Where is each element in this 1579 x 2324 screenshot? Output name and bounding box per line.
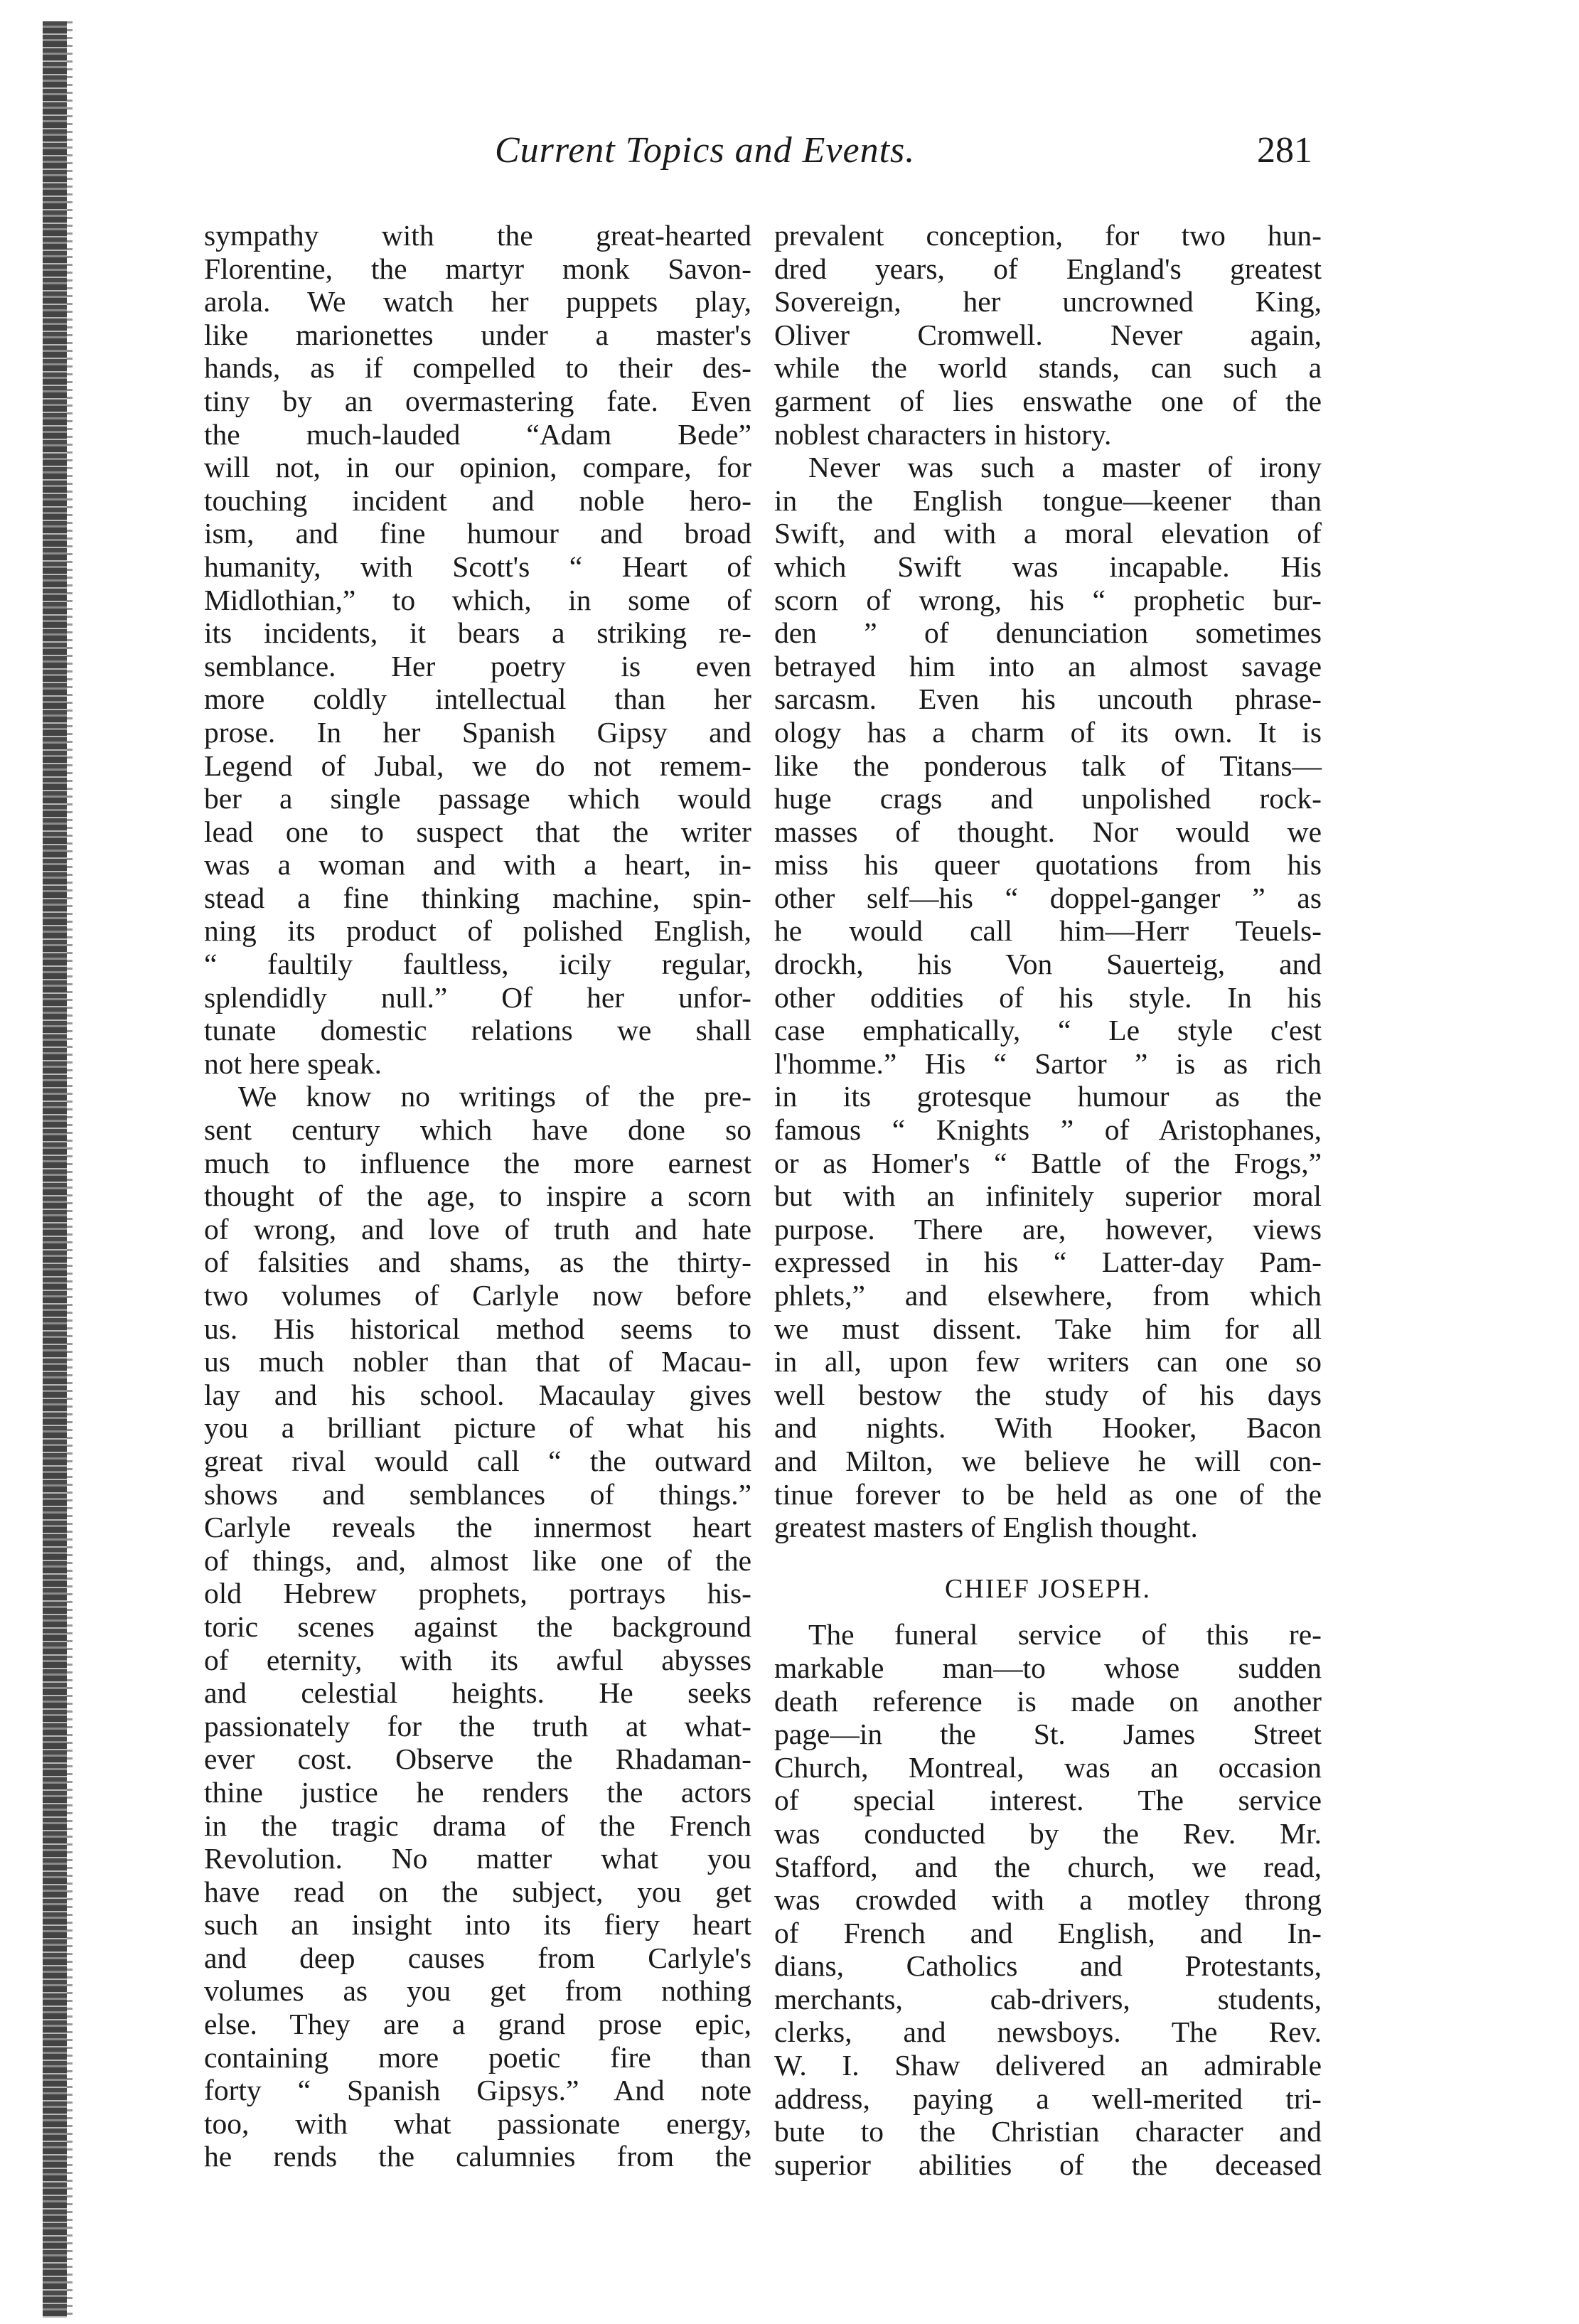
text-line: masses of thought. Nor would we bbox=[774, 815, 1322, 848]
text-line: hands, as if compelled to their des- bbox=[204, 351, 751, 385]
text-line: lay and his school. Macaulay gives bbox=[204, 1378, 751, 1411]
text-line: too, with what passionate energy, bbox=[204, 2106, 751, 2140]
text-line: and celestial heights. He seeks bbox=[204, 1676, 751, 1710]
text-line: prevalent conception, for two hun- bbox=[774, 219, 1322, 252]
text-line: Sovereign, her uncrowned King, bbox=[774, 285, 1322, 318]
text-line: clerks, and newsboys. The Rev. bbox=[774, 2015, 1322, 2049]
text-line: garment of lies enswathe one of the bbox=[774, 384, 1322, 417]
text-line: toric scenes against the background bbox=[204, 1610, 751, 1643]
text-line: Revolution. No matter what you bbox=[204, 1842, 751, 1875]
text-line: l'homme.” His “ Sartor ” is as rich bbox=[774, 1046, 1322, 1080]
text-line: passionately for the truth at what- bbox=[204, 1709, 751, 1742]
text-line: in all, upon few writers can one so bbox=[774, 1345, 1322, 1378]
text-line: he rends the calumnies from the bbox=[204, 2140, 751, 2173]
text-line: of wrong, and love of truth and hate bbox=[204, 1212, 751, 1246]
text-line: you a brilliant picture of what his bbox=[204, 1411, 751, 1445]
text-line: sarcasm. Even his uncouth phrase- bbox=[774, 682, 1322, 716]
text-line: and Milton, we believe he will con- bbox=[774, 1444, 1322, 1477]
text-line: Never was such a master of irony bbox=[808, 451, 1322, 484]
text-line: of French and English, and In- bbox=[774, 1916, 1322, 1949]
text-line: drockh, his Von Sauerteig, and bbox=[774, 948, 1322, 981]
text-line: thought of the age, to inspire a scorn bbox=[204, 1179, 751, 1213]
text-line: Oliver Cromwell. Never again, bbox=[774, 318, 1322, 351]
text-line: case emphatically, “ Le style c'est bbox=[774, 1014, 1322, 1047]
text-line: in the English tongue—keener than bbox=[774, 483, 1322, 517]
text-line: death reference is made on another bbox=[774, 1684, 1322, 1718]
text-line: Carlyle reveals the innermost heart bbox=[204, 1511, 751, 1544]
text-line: thine justice he renders the actors bbox=[204, 1775, 751, 1809]
text-line: he would call him—Herr Teuels- bbox=[774, 914, 1322, 948]
text-line: superior abilities of the deceased bbox=[774, 2148, 1322, 2181]
text-line: like the ponderous talk of Titans— bbox=[774, 749, 1322, 782]
text-line: miss his queer quotations from his bbox=[774, 848, 1322, 882]
text-line: containing more poetic fire than bbox=[204, 2040, 751, 2074]
text-line: stead a fine thinking machine, spin- bbox=[204, 881, 751, 914]
text-line: more coldly intellectual than her bbox=[204, 682, 751, 716]
text-line: was a woman and with a heart, in- bbox=[204, 848, 751, 882]
text-line: semblance. Her poetry is even bbox=[204, 649, 751, 682]
text-line: its incidents, it bears a striking re- bbox=[204, 616, 751, 650]
text-line: was crowded with a motley throng bbox=[774, 1883, 1322, 1917]
text-line: else. They are a grand prose epic, bbox=[204, 2008, 751, 2041]
text-line: address, paying a well-merited tri- bbox=[774, 2082, 1322, 2115]
text-line: scorn of wrong, his “ prophetic bur- bbox=[774, 583, 1322, 616]
text-line: not here speak. bbox=[204, 1046, 382, 1080]
text-line: us much nobler than that of Macau- bbox=[204, 1345, 751, 1378]
text-line: noblest characters in history. bbox=[774, 417, 1112, 451]
text-line: have read on the subject, you get bbox=[204, 1875, 751, 1908]
text-line: we must dissent. Take him for all bbox=[774, 1312, 1322, 1345]
text-line: dred years, of England's greatest bbox=[774, 252, 1322, 285]
text-line: the much-lauded “Adam Bede” bbox=[204, 417, 751, 451]
right-column-text-before-heading bbox=[774, 219, 1322, 1544]
text-line: or as Homer's “ Battle of the Frogs,” bbox=[774, 1146, 1322, 1179]
text-line: Stafford, and the church, we read, bbox=[774, 1850, 1322, 1883]
text-line: will not, in our opinion, compare, for bbox=[204, 451, 751, 484]
text-line: tiny by an overmastering fate. Even bbox=[204, 384, 751, 417]
text-line: in its grotesque humour as the bbox=[774, 1080, 1322, 1113]
text-line: ism, and fine humour and broad bbox=[204, 517, 751, 550]
text-line: betrayed him into an almost savage bbox=[774, 649, 1322, 682]
text-line: prose. In her Spanish Gipsy and bbox=[204, 715, 751, 749]
text-line: Swift, and with a moral elevation of bbox=[774, 517, 1322, 550]
text-line: Legend of Jubal, we do not remem- bbox=[204, 749, 751, 782]
text-line: shows and semblances of things.” bbox=[204, 1477, 751, 1511]
text-line: ology has a charm of its own. It is bbox=[774, 715, 1322, 749]
text-line: like marionettes under a master's bbox=[204, 318, 751, 351]
text-line: sympathy with the great-hearted bbox=[204, 219, 751, 252]
text-line: forty “ Spanish Gipsys.” And note bbox=[204, 2074, 751, 2107]
section-heading: CHIEF JOSEPH. bbox=[945, 1573, 1151, 1604]
text-line: purpose. There are, however, views bbox=[774, 1212, 1322, 1246]
book-binding-edge bbox=[43, 21, 67, 2318]
right-column-text-after-heading bbox=[774, 1618, 1322, 2181]
text-line: in the tragic drama of the French bbox=[204, 1809, 751, 1842]
text-line: splendidly null.” Of her unfor- bbox=[204, 980, 751, 1014]
text-line: humanity, with Scott's “ Heart of bbox=[204, 550, 751, 583]
text-line: phlets,” and elsewhere, from which bbox=[774, 1279, 1322, 1312]
text-line: well bestow the study of his days bbox=[774, 1378, 1322, 1411]
text-line: and nights. With Hooker, Bacon bbox=[774, 1411, 1322, 1445]
text-line: of things, and, almost like one of the bbox=[204, 1543, 751, 1577]
text-line: “ faultily faultless, icily regular, bbox=[204, 948, 751, 981]
text-line: tinue forever to be held as one of the bbox=[774, 1477, 1322, 1511]
text-line: expressed in his “ Latter-day Pam- bbox=[774, 1246, 1322, 1279]
text-line: We know no writings of the pre- bbox=[238, 1080, 751, 1113]
text-line: which Swift was incapable. His bbox=[774, 550, 1322, 583]
text-line: other self—his “ doppel-ganger ” as bbox=[774, 881, 1322, 914]
text-line: volumes as you get from nothing bbox=[204, 1974, 751, 2008]
text-line: arola. We watch her puppets play, bbox=[204, 285, 751, 318]
text-line: two volumes of Carlyle now before bbox=[204, 1279, 751, 1312]
text-line: of special interest. The service bbox=[774, 1784, 1322, 1817]
text-line: lead one to suspect that the writer bbox=[204, 815, 751, 848]
text-line: Florentine, the martyr monk Savon- bbox=[204, 252, 751, 285]
text-line: great rival would call “ the outward bbox=[204, 1444, 751, 1477]
right-column bbox=[774, 219, 1322, 2181]
running-title: Current Topics and Events. bbox=[495, 130, 916, 171]
text-line: other oddities of his style. In his bbox=[774, 980, 1322, 1014]
text-line: markable man—to whose sudden bbox=[774, 1651, 1322, 1684]
text-line: old Hebrew prophets, portrays his- bbox=[204, 1577, 751, 1610]
running-head bbox=[203, 129, 1312, 186]
text-line: famous “ Knights ” of Aristophanes, bbox=[774, 1113, 1322, 1147]
left-column bbox=[204, 219, 751, 2173]
text-line: W. I. Shaw delivered an admirable bbox=[774, 2049, 1322, 2082]
text-line: while the world stands, can such a bbox=[774, 351, 1322, 385]
text-line: The funeral service of this re- bbox=[808, 1618, 1322, 1651]
text-line: touching incident and noble hero- bbox=[204, 483, 751, 517]
text-line: ning its product of polished English, bbox=[204, 914, 751, 948]
page-number: 281 bbox=[1257, 130, 1312, 171]
text-line: ever cost. Observe the Rhadaman- bbox=[204, 1742, 751, 1776]
text-line: such an insight into its fiery heart bbox=[204, 1908, 751, 1942]
text-line: page—in the St. James Street bbox=[774, 1718, 1322, 1751]
text-line: bute to the Christian character and bbox=[774, 2115, 1322, 2148]
text-line: of falsities and shams, as the thirty- bbox=[204, 1246, 751, 1279]
text-line: greatest masters of English thought. bbox=[774, 1511, 1198, 1544]
text-line: tunate domestic relations we shall bbox=[204, 1014, 751, 1047]
text-line: ber a single passage which would bbox=[204, 782, 751, 815]
text-line: Church, Montreal, was an occasion bbox=[774, 1750, 1322, 1784]
text-line: us. His historical method seems to bbox=[204, 1312, 751, 1345]
text-line: was conducted by the Rev. Mr. bbox=[774, 1816, 1322, 1850]
text-line: merchants, cab-drivers, students, bbox=[774, 1982, 1322, 2015]
book-binding-shadow bbox=[67, 21, 73, 2318]
text-line: den ” of denunciation sometimes bbox=[774, 616, 1322, 650]
text-line: and deep causes from Carlyle's bbox=[204, 1941, 751, 1974]
text-line: much to influence the more earnest bbox=[204, 1146, 751, 1179]
text-line: but with an infinitely superior moral bbox=[774, 1179, 1322, 1213]
text-line: huge crags and unpolished rock- bbox=[774, 782, 1322, 815]
text-line: dians, Catholics and Protestants, bbox=[774, 1949, 1322, 1983]
text-line: of eternity, with its awful abysses bbox=[204, 1643, 751, 1676]
text-line: sent century which have done so bbox=[204, 1113, 751, 1147]
text-line: Midlothian,” to which, in some of bbox=[204, 583, 751, 616]
